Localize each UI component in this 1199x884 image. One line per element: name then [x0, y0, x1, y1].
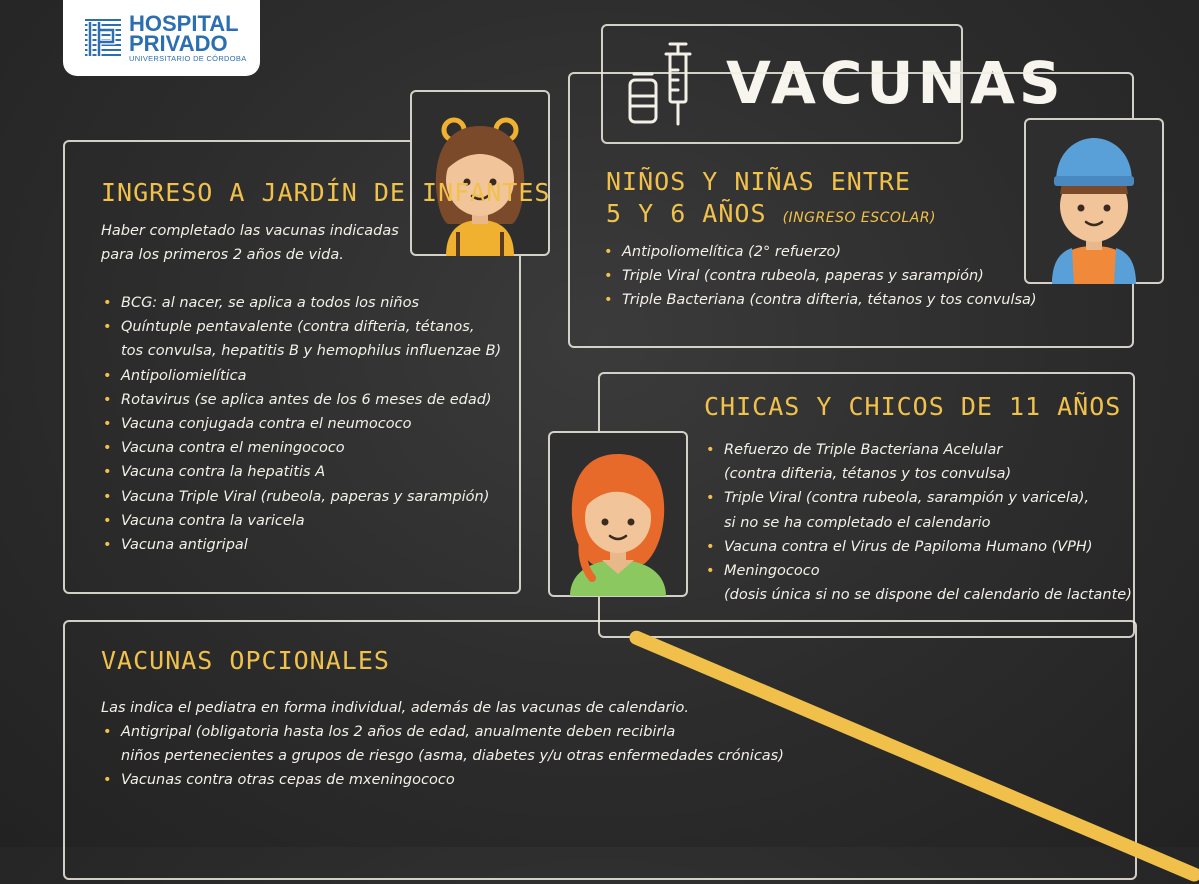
- optional-heading: VACUNAS OPCIONALES: [101, 646, 390, 675]
- list-item: • Vacuna Triple Viral (rubeola, paperas y sarampión): [101, 485, 501, 509]
- list-item: • Meningococo (dosis única si no se dispone del calendario de lactante): [704, 559, 1132, 607]
- list-item: • Vacuna contra el Virus de Papiloma Humano (VPH): [704, 535, 1132, 559]
- list-item: • Rotavirus (se aplica antes de los 6 meses de edad): [101, 388, 501, 412]
- list-item: • Vacunas contra otras cepas de mxeningococo: [101, 768, 784, 792]
- kindergarten-intro-line: para los primeros 2 años de vida.: [101, 247, 344, 263]
- logo-line-1: HOSPITAL: [129, 11, 239, 36]
- kindergarten-vaccine-list: [101, 291, 501, 557]
- boy-avatar: [1038, 134, 1150, 284]
- school-heading-line-2: 5 Y 6 AÑOS (INGRESO ESCOLAR): [606, 199, 937, 228]
- list-item: • Refuerzo de Triple Bacteriana Acelular (contra difteria, tétanos y tos convulsa): [704, 438, 1132, 486]
- kindergarten-intro-line: Haber completado las vacunas indicadas: [101, 223, 399, 239]
- list-item: • Vacuna conjugada contra el neumococo: [101, 412, 501, 436]
- hospital-logo: [63, 0, 260, 76]
- logo-line-2: PRIVADO: [129, 31, 228, 56]
- list-item: • BCG: al nacer, se aplica a todos los niños: [101, 291, 501, 315]
- kindergarten-heading: INGRESO A JARDÍN DE INFANTES: [101, 178, 551, 207]
- school-heading: [606, 166, 936, 234]
- list-item: • Antipoliomelítica (2° refuerzo): [602, 240, 1037, 264]
- kindergarten-intro: [101, 219, 399, 267]
- list-item: • Antipoliomielítica: [101, 364, 501, 388]
- school-heading-line-1: NIÑOS Y NIÑAS ENTRE: [606, 167, 911, 196]
- list-item: • Triple Bacteriana (contra difteria, tétanos y tos convulsa): [602, 288, 1037, 312]
- list-item: • Triple Viral (contra rubeola, sarampión y varicela), si no se ha completado el calendario: [704, 486, 1132, 534]
- list-item: • Antigripal (obligatoria hasta los 2 años de edad, anualmente deben recibirla niños pertenecientes a grupos de riesgo (asma, diabetes y/u otras enfermedades crónicas): [101, 720, 784, 768]
- redhead-avatar: [562, 446, 674, 596]
- eleven-heading: CHICAS Y CHICOS DE 11 AÑOS: [704, 392, 1122, 421]
- list-item: • Triple Viral (contra rubeola, paperas y sarampión): [602, 264, 1037, 288]
- list-item: • Quíntuple pentavalente (contra difteria, tétanos, tos convulsa, hepatitis B y hemophilus influenzae B): [101, 315, 501, 363]
- list-item: • Vacuna contra el meningococo: [101, 436, 501, 460]
- school-heading-suffix: (INGRESO ESCOLAR): [782, 210, 937, 226]
- eleven-vaccine-list: [704, 438, 1132, 607]
- logo-line-3: UNIVERSITARIO DE CÓRDOBA: [129, 54, 247, 63]
- list-item: • Vacuna contra la hepatitis A: [101, 460, 501, 484]
- list-item: • Vacuna contra la varicela: [101, 509, 501, 533]
- list-item: • Vacuna antigripal: [101, 533, 501, 557]
- school-vaccine-list: [602, 240, 1037, 313]
- optional-vaccine-list: [101, 720, 784, 793]
- hospital-logo-icon: [83, 16, 123, 60]
- page-title: VACUNAS: [726, 49, 1065, 117]
- optional-intro: Las indica el pediatra en forma individual, además de las vacunas de calendario.: [101, 700, 690, 716]
